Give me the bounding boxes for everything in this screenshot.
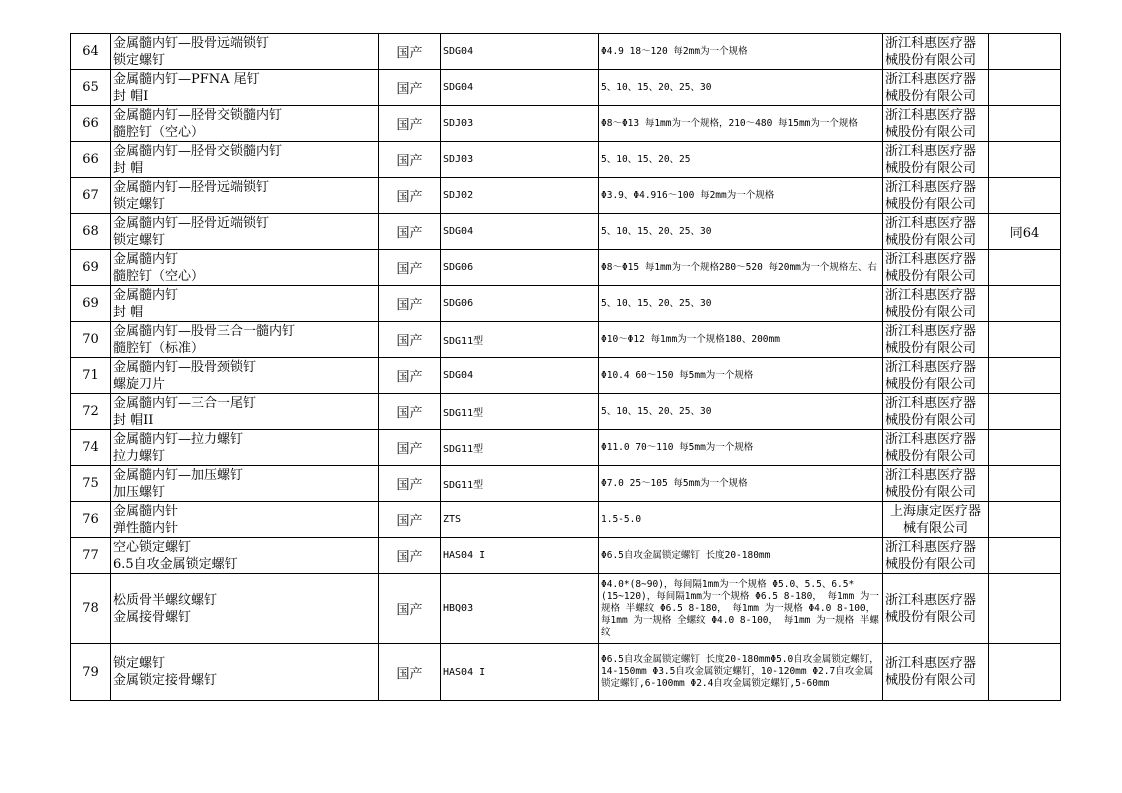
company-line: 浙江科惠医疗器 [885, 592, 977, 608]
note [989, 70, 1061, 106]
origin: 国产 [379, 644, 441, 701]
company [883, 178, 989, 214]
model-number: SDG11型 [441, 466, 599, 502]
origin: 国产 [379, 106, 441, 142]
company-line: 浙江科惠医疗器 [885, 107, 977, 123]
origin: 国产 [379, 574, 441, 644]
company-line: 械股份有限公司 [885, 124, 977, 140]
table-row [71, 286, 1061, 322]
company-line: 械股份有限公司 [885, 232, 977, 248]
model-number: SDG11型 [441, 322, 599, 358]
company-line: 浙江科惠医疗器 [885, 323, 977, 339]
company [883, 142, 989, 178]
company-line: 浙江科惠医疗器 [885, 467, 977, 483]
company [883, 502, 989, 538]
product-name-line: 金属接骨螺钉 [113, 609, 192, 625]
model-number: HBQ03 [441, 574, 599, 644]
table-row [71, 70, 1061, 106]
note [989, 358, 1061, 394]
origin: 国产 [379, 538, 441, 574]
origin: 国产 [379, 214, 441, 250]
product-name-line: 加压螺钉 [113, 484, 166, 500]
product-name-line: 金属髓内钉 [113, 287, 179, 303]
note [989, 538, 1061, 574]
table-row [71, 538, 1061, 574]
company-line: 上海康定医疗器 [889, 503, 981, 519]
product-name [111, 430, 379, 466]
company [883, 644, 989, 701]
product-name [111, 358, 379, 394]
product-name-line: 金属髓内钉—PFNA 尾钉 [113, 71, 260, 87]
table-row [71, 250, 1061, 286]
specification: Φ4.0*(8~90)，每间隔1mm为一个规格 Φ5.0、5.5、6.5*(15~120)，每间隔1mm为一个规格 Φ6.5 8-180， 每1mm 为一规格 半螺纹 Φ6.5 8-180， 每1mm 为一规格 Φ4.0 8-100， 每1mm 为一规格 全螺纹 Φ4.0 8-100， 每1mm 为一规格 半螺纹 [599, 574, 883, 644]
specification: 1.5-5.0 [599, 502, 883, 538]
company-line: 浙江科惠医疗器 [885, 359, 977, 375]
note [989, 286, 1061, 322]
product-name [111, 502, 379, 538]
note [989, 644, 1061, 701]
company [883, 214, 989, 250]
row-number: 68 [71, 214, 111, 250]
product-name [111, 106, 379, 142]
product-name-line: 金属髓内钉—胫骨交锁髓内钉 [113, 143, 283, 159]
company-line: 浙江科惠医疗器 [885, 71, 977, 87]
product-name [111, 178, 379, 214]
company-line: 械股份有限公司 [885, 448, 977, 464]
company-line: 浙江科惠医疗器 [885, 539, 977, 555]
model-number: SDG11型 [441, 394, 599, 430]
row-number: 76 [71, 502, 111, 538]
product-name-line: 金属髓内钉—加压螺钉 [113, 467, 244, 483]
note [989, 34, 1061, 70]
product-name-line: 金属髓内钉 [113, 251, 179, 267]
row-number: 70 [71, 322, 111, 358]
product-name-line: 金属髓内钉—胫骨近端锁钉 [113, 215, 270, 231]
product-name [111, 250, 379, 286]
product-name [111, 574, 379, 644]
specification: Φ10～Φ12 每1mm为一个规格180、200mm [599, 322, 883, 358]
table-row [71, 644, 1061, 701]
company-line: 械股份有限公司 [885, 412, 977, 428]
product-name-line: 金属髓内钉—拉力螺钉 [113, 431, 244, 447]
row-number: 72 [71, 394, 111, 430]
product-name-line: 髓腔钉（空心） [113, 268, 205, 284]
product-name-line: 封 帽 [113, 304, 144, 320]
company-line: 械股份有限公司 [885, 88, 977, 104]
company [883, 250, 989, 286]
company-line: 浙江科惠医疗器 [885, 395, 977, 411]
specification: 5、10、15、20、25 [599, 142, 883, 178]
table-row [71, 574, 1061, 644]
row-number: 67 [71, 178, 111, 214]
note [989, 178, 1061, 214]
model-number: SDJ03 [441, 106, 599, 142]
origin: 国产 [379, 502, 441, 538]
table-row [71, 430, 1061, 466]
note [989, 574, 1061, 644]
company [883, 106, 989, 142]
product-name-line: 金属髓内针 [113, 503, 179, 519]
product-name-line: 封 帽I [113, 88, 149, 104]
specification: Φ4.9 18～120 每2mm为一个规格 [599, 34, 883, 70]
product-name-line: 弹性髓内针 [113, 520, 179, 536]
row-number: 75 [71, 466, 111, 502]
company-line: 械有限公司 [902, 520, 968, 536]
row-number: 74 [71, 430, 111, 466]
origin: 国产 [379, 358, 441, 394]
specification: Φ11.0 70～110 每5mm为一个规格 [599, 430, 883, 466]
model-number: SDG04 [441, 214, 599, 250]
company-line: 械股份有限公司 [885, 673, 977, 688]
product-name-line: 锁定螺钉 [113, 196, 166, 212]
company-line: 械股份有限公司 [885, 268, 977, 284]
origin: 国产 [379, 70, 441, 106]
note [989, 250, 1061, 286]
note [989, 394, 1061, 430]
note [989, 502, 1061, 538]
product-name-line: 金属髓内钉—股骨颈锁钉 [113, 359, 257, 375]
origin: 国产 [379, 394, 441, 430]
model-number: SDG04 [441, 70, 599, 106]
company-line: 械股份有限公司 [885, 609, 977, 625]
company-line: 械股份有限公司 [885, 52, 977, 68]
product-name-line: 封 帽 [113, 160, 144, 176]
company-line: 浙江科惠医疗器 [885, 143, 977, 159]
model-number: SDJ03 [441, 142, 599, 178]
company-line: 械股份有限公司 [885, 304, 977, 320]
product-name-line: 螺旋刀片 [113, 376, 166, 392]
specification: 5、10、15、20、25、30 [599, 214, 883, 250]
model-number: HAS04 I [441, 538, 599, 574]
model-number: ZTS [441, 502, 599, 538]
company-line: 浙江科惠医疗器 [885, 431, 977, 447]
row-number: 69 [71, 286, 111, 322]
product-name-line: 金属髓内钉—三合一尾钉 [113, 395, 257, 411]
note [989, 322, 1061, 358]
company-line: 浙江科惠医疗器 [885, 287, 977, 303]
company-line: 械股份有限公司 [885, 556, 977, 572]
specification: Φ8～Φ15 每1mm为一个规格280～520 每20mm为一个规格左、右 [599, 250, 883, 286]
company [883, 34, 989, 70]
company [883, 430, 989, 466]
company-line: 浙江科惠医疗器 [885, 656, 977, 671]
product-name [111, 466, 379, 502]
note [989, 466, 1061, 502]
company [883, 70, 989, 106]
product-name [111, 644, 379, 701]
model-number: SDG06 [441, 286, 599, 322]
product-name [111, 142, 379, 178]
origin: 国产 [379, 430, 441, 466]
specification: Φ7.0 25～105 每5mm为一个规格 [599, 466, 883, 502]
specification: 5、10、15、20、25、30 [599, 394, 883, 430]
product-table [70, 33, 1061, 701]
note [989, 142, 1061, 178]
table-row [71, 322, 1061, 358]
product-name [111, 538, 379, 574]
product-name-line: 6.5自攻金属锁定螺钉 [113, 556, 238, 572]
model-number: SDG11型 [441, 430, 599, 466]
note [989, 106, 1061, 142]
origin: 国产 [379, 322, 441, 358]
product-name-line: 金属髓内钉—胫骨远端锁钉 [113, 179, 270, 195]
company [883, 466, 989, 502]
origin: 国产 [379, 34, 441, 70]
row-number: 69 [71, 250, 111, 286]
row-number: 71 [71, 358, 111, 394]
company-line: 械股份有限公司 [885, 484, 977, 500]
row-number: 66 [71, 106, 111, 142]
product-name-line: 金属髓内钉—股骨远端锁钉 [113, 35, 270, 51]
note: 同64 [989, 214, 1061, 250]
model-number: HAS04 I [441, 644, 599, 701]
product-name [111, 70, 379, 106]
product-name-line: 封 帽II [113, 412, 154, 428]
origin: 国产 [379, 178, 441, 214]
table-row [71, 502, 1061, 538]
company [883, 322, 989, 358]
product-name-line: 锁定螺钉 [113, 232, 166, 248]
specification: Φ6.5自攻金属锁定螺钉 长度20-180mm [599, 538, 883, 574]
product-name-line: 髓腔钉（标准） [113, 340, 205, 356]
company-line: 械股份有限公司 [885, 160, 977, 176]
row-number: 65 [71, 70, 111, 106]
company-line: 械股份有限公司 [885, 376, 977, 392]
row-number: 66 [71, 142, 111, 178]
specification: 5、10、15、20、25、30 [599, 70, 883, 106]
model-number: SDJ02 [441, 178, 599, 214]
specification: Φ6.5自攻金属锁定螺钉 长度20-180mmΦ5.0自攻金属锁定螺钉，14-150mm Φ3.5自攻金属锁定螺钉，10-120mm Φ2.7自攻金属锁定螺钉,6-100mm Φ2.4自攻金属锁定螺钉,5-60mm [599, 644, 883, 701]
model-number: SDG04 [441, 358, 599, 394]
company-line: 浙江科惠医疗器 [885, 179, 977, 195]
table-row [71, 214, 1061, 250]
company [883, 358, 989, 394]
row-number: 79 [71, 644, 111, 701]
product-name [111, 286, 379, 322]
specification: Φ10.4 60～150 每5mm为一个规格 [599, 358, 883, 394]
company-line: 浙江科惠医疗器 [885, 35, 977, 51]
row-number: 64 [71, 34, 111, 70]
table-row [71, 34, 1061, 70]
product-name-line: 金属锁定接骨螺钉 [113, 673, 218, 688]
product-name-line: 拉力螺钉 [113, 448, 166, 464]
company-line: 浙江科惠医疗器 [885, 251, 977, 267]
company [883, 286, 989, 322]
origin: 国产 [379, 142, 441, 178]
origin: 国产 [379, 250, 441, 286]
product-name [111, 214, 379, 250]
product-name-line: 金属髓内钉—胫骨交锁髓内钉 [113, 107, 283, 123]
row-number: 78 [71, 574, 111, 644]
product-name-line: 髓腔钉（空心） [113, 124, 205, 140]
product-name-line: 空心锁定螺钉 [113, 539, 192, 555]
table-row [71, 106, 1061, 142]
specification: Φ3.9、Φ4.916～100 每2mm为一个规格 [599, 178, 883, 214]
origin: 国产 [379, 466, 441, 502]
table-row [71, 178, 1061, 214]
table-row [71, 466, 1061, 502]
company [883, 538, 989, 574]
company-line: 械股份有限公司 [885, 340, 977, 356]
table-row [71, 394, 1061, 430]
row-number: 77 [71, 538, 111, 574]
table-row [71, 142, 1061, 178]
product-name [111, 394, 379, 430]
product-name-line: 锁定螺钉 [113, 656, 166, 671]
product-name [111, 34, 379, 70]
company [883, 574, 989, 644]
company-line: 浙江科惠医疗器 [885, 215, 977, 231]
origin: 国产 [379, 286, 441, 322]
product-name-line: 松质骨半螺纹螺钉 [113, 592, 218, 608]
product-name-line: 金属髓内钉—股骨三合一髓内钉 [113, 323, 296, 339]
table-row [71, 358, 1061, 394]
company [883, 394, 989, 430]
company-line: 械股份有限公司 [885, 196, 977, 212]
specification: Φ8～Φ13 每1mm为一个规格，210～480 每15mm为一个规格 [599, 106, 883, 142]
product-name-line: 锁定螺钉 [113, 52, 166, 68]
specification: 5、10、15、20、25、30 [599, 286, 883, 322]
model-number: SDG04 [441, 34, 599, 70]
note [989, 430, 1061, 466]
product-name [111, 322, 379, 358]
model-number: SDG06 [441, 250, 599, 286]
